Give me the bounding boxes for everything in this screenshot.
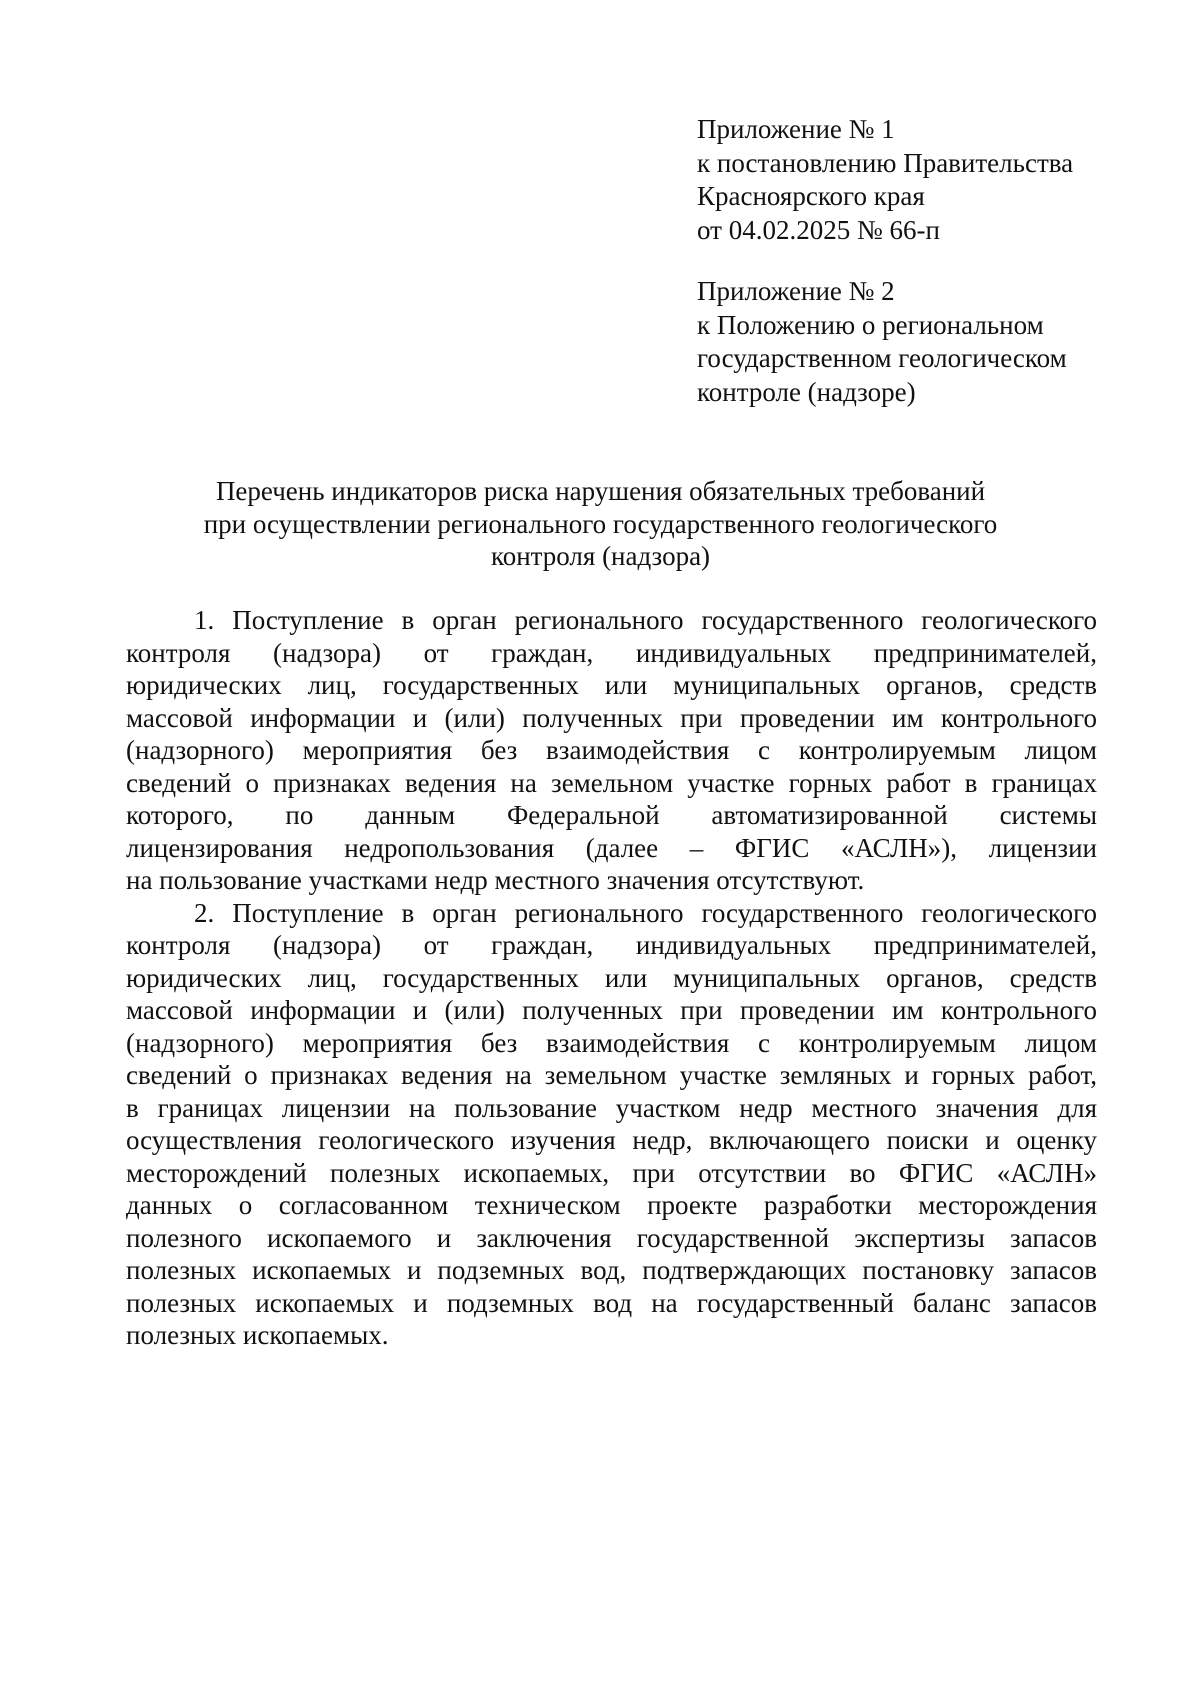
paragraph-line: осуществления геологического изучения недр, включающего поиски и оценку (126, 1125, 1097, 1155)
paragraph-line: полезных ископаемых. (126, 1320, 389, 1350)
title-line: при осуществлении регионального государственного геологического (203, 508, 998, 539)
paragraph-line: полезного ископаемого и заключения государственной экспертизы запасов (126, 1222, 1097, 1253)
paragraph-line: которого, по данным Федеральной автоматизированной системы (126, 800, 1097, 830)
paragraph-1 (126, 604, 1097, 897)
annex-1-header (697, 113, 1117, 247)
paragraph-line: массовой информации и (или) полученных при проведении им контрольного (126, 995, 1097, 1025)
paragraph-line: сведений о признаках ведения на земельном участке земляных и горных работ, (126, 1060, 1097, 1090)
document-title (126, 475, 1075, 573)
annex-2-line: к Положению о региональном (697, 309, 1044, 340)
annex-2-line: контроле (надзоре) (697, 376, 916, 407)
paragraph-line: 1. Поступление в орган регионального государственного геологического (194, 605, 1097, 635)
paragraph-line: данных о согласованном техническом проекте разработки месторождения (126, 1190, 1097, 1220)
paragraph-line: контроля (надзора) от граждан, индивидуальных предпринимателей, (126, 930, 1097, 960)
annex-2-header (697, 275, 1117, 409)
paragraph-2 (126, 897, 1097, 1352)
paragraph-line: в границах лицензии на пользование участком недр местного значения для (126, 1092, 1097, 1123)
annex-1-line: к постановлению Правительства (697, 147, 1074, 178)
annex-1-line: Красноярского края (697, 181, 925, 211)
paragraph-line: на пользование участками недр местного значения отсутствуют. (126, 865, 865, 895)
paragraph-line: контроля (надзора) от граждан, индивидуальных предпринимателей, (126, 637, 1097, 668)
paragraph-line: (надзорного) мероприятия без взаимодействия с контролируемым лицом (126, 735, 1097, 765)
paragraph-line: лицензирования недропользования (далее – ФГИС «АСЛН»), лицензии (126, 832, 1097, 863)
document-body (126, 604, 1097, 1352)
paragraph-line: юридических лиц, государственных или муниципальных органов, средств (126, 670, 1097, 700)
annex-2-line: государственном геологическом (697, 343, 1067, 373)
paragraph-line: сведений о признаках ведения на земельном участке горных работ в границах (126, 767, 1097, 798)
paragraph-line: полезных ископаемых и подземных вод, подтверждающих постановку запасов (126, 1255, 1097, 1285)
paragraph-line: месторождений полезных ископаемых, при отсутствии во ФГИС «АСЛН» (126, 1157, 1097, 1188)
paragraph-line: полезных ископаемых и подземных вод на государственный баланс запасов (126, 1287, 1097, 1318)
paragraph-line: юридических лиц, государственных или муниципальных органов, средств (126, 962, 1097, 993)
title-line: Перечень индикаторов риска нарушения обязательных требований (215, 476, 986, 506)
paragraph-line: (надзорного) мероприятия без взаимодействия с контролируемым лицом (126, 1027, 1097, 1058)
annex-2-line: Приложение № 2 (697, 276, 895, 306)
annex-1-line: от 04.02.2025 № 66-п (697, 214, 940, 245)
paragraph-line: массовой информации и (или) полученных при проведении им контрольного (126, 702, 1097, 733)
title-line: контроля (надзора) (490, 541, 711, 571)
annex-1-line: Приложение № 1 (697, 114, 895, 144)
paragraph-line: 2. Поступление в орган регионального государственного геологического (194, 897, 1097, 928)
